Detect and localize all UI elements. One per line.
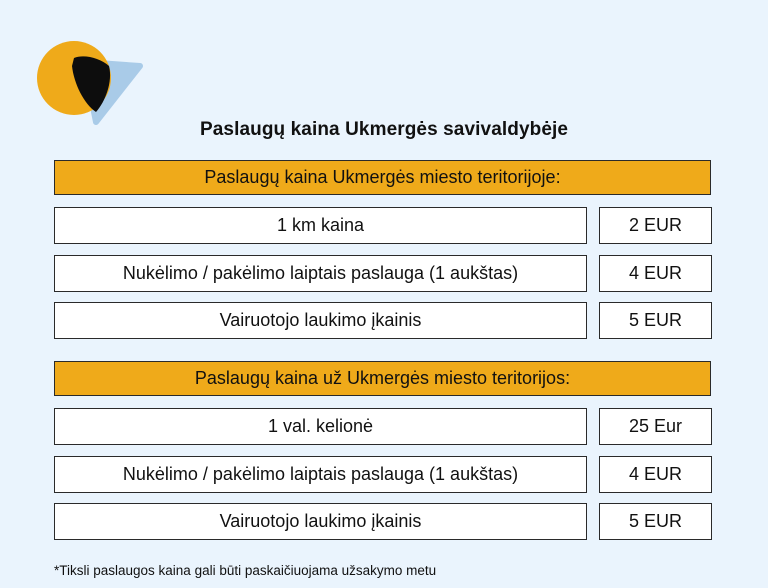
price-row-value: 4 EUR [599, 255, 712, 292]
page-title: Paslaugų kaina Ukmergės savivaldybėje [199, 119, 569, 140]
price-row-value: 2 EUR [599, 207, 712, 244]
price-row-label: 1 val. kelionė [54, 408, 587, 445]
price-row-value: 5 EUR [599, 302, 712, 339]
section-header-outside-city: Paslaugų kaina už Ukmergės miesto teritorijos: [54, 361, 711, 396]
price-row-label: Nukėlimo / pakėlimo laiptais paslauga (1 aukštas) [54, 456, 587, 493]
price-row-value: 25 Eur [599, 408, 712, 445]
price-row-label: Vairuotojo laukimo įkainis [54, 302, 587, 339]
logo-icon [34, 38, 144, 128]
price-row-value: 4 EUR [599, 456, 712, 493]
section-header-city: Paslaugų kaina Ukmergės miesto teritorijoje: [54, 160, 711, 195]
price-row-label: Vairuotojo laukimo įkainis [54, 503, 587, 540]
price-row-label: Nukėlimo / pakėlimo laiptais paslauga (1 aukštas) [54, 255, 587, 292]
price-row-value: 5 EUR [599, 503, 712, 540]
footnote: *Tiksli paslaugos kaina gali būti paskaičiuojama užsakymo metu [54, 563, 437, 578]
price-row-label: 1 km kaina [54, 207, 587, 244]
